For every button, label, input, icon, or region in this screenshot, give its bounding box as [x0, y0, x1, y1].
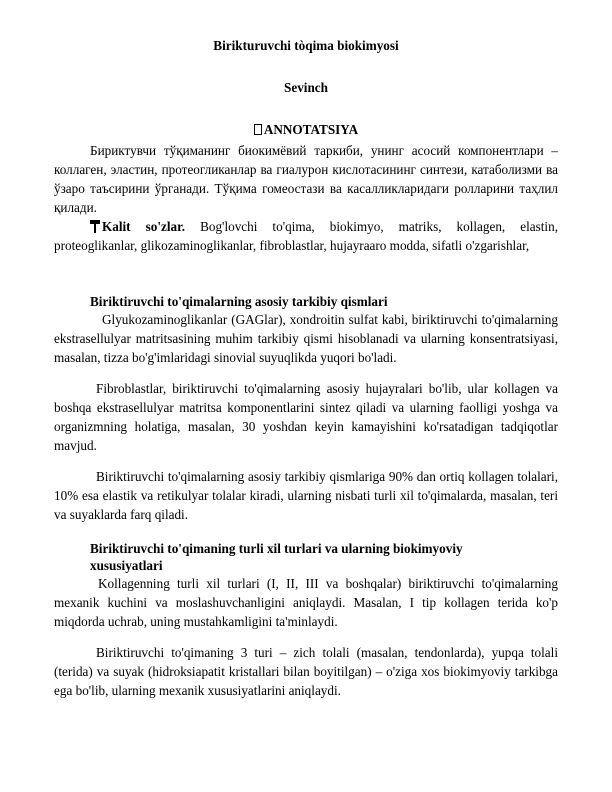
annotation-text: Бириктувчи тўқиманинг биокимёвий таркиби, унинг асосий компонентлари – коллаген, эластин, протеогликанлар ва гиалурон кислотасининг синтези, катаболизми ва ўзаро таъсирини ўрганади. Тўқима гомеостази ва касалликларидаги ролларини таҳлил қилади. — [54, 143, 558, 215]
document-title: Birikturuvchi tòqima biokimyosi — [213, 38, 399, 53]
missing-glyph-icon — [254, 124, 262, 135]
section1-paragraph-2: Fibroblastlar, biriktiruvchi to'qimalarning asosiy hujayralari bo'lib, ular kollagen va boshqa ekstrasellulyar matritsa komponentlarini sintez qiladi va ularning faolligi yoshga va organizmning holatiga, masalan, 30 yoshdan keyin kamayishini ko'rsatadigan tadqiqotlar mavjud. — [54, 381, 558, 453]
pin-icon — [90, 220, 100, 233]
keywords-text: Bog'lovchi to'qima, biokimyo, matriks, kollagen, elastin, proteoglikanlar, glikozaminoglikanlar, fibroblastlar, hujayraaro modda, sifatli o'zgarishlar, — [54, 219, 558, 253]
section-heading-types: Biriktiruvchi to'qimaning turli xil turlari va ularning biokimyoviy xususiyatlari — [90, 541, 463, 573]
section1-paragraph-1: Glyukozaminoglikanlar (GAGlar), xondroitin sulfat kabi, biriktiruvchi to'qimalarning ekstrasellulyar matritsasining muhim tarkibiy qismi hisoblanadi va ularning konsentratsiyasi, masalan, tizza bo'g'imlaridagi sinovial suyuqlikda yuqori bo'ladi. — [54, 312, 558, 365]
document-page — [54, 36, 558, 700]
section2-paragraph-1: Kollagenning turli xil turlari (I, II, III va boshqalar) biriktiruvchi to'qimalarning mexanik kuchini va moslashuvchanligini aniqlaydi. Masalan, I tip kollagen terida ko'p miqdorda uchrab, uning mustahkamligini ta'minlaydi. — [54, 576, 558, 629]
annotation-heading — [54, 120, 558, 139]
keywords-paragraph — [54, 217, 558, 255]
section1-paragraph-3: Biriktiruvchi to'qimalarning asosiy tarkibiy qismlariga 90% dan ortiq kollagen tolalari, 10% esa elastik va retikulyar tolalar kiradi, ularning nisbati turli xil to'qimalarda, masalan, teri va suyaklarda farq qiladi. — [54, 469, 558, 522]
section-heading-components: Biriktiruvchi to'qimalarning asosiy tarkibiy qismlari — [90, 294, 388, 309]
keywords-label: Kalit so'zlar. — [102, 219, 186, 234]
annotation-heading-label: ANNOTATSIYA — [263, 122, 359, 137]
section2-paragraph-2: Biriktiruvchi to'qimaning 3 turi – zich tolali (masalan, tendonlarda), yupqa tolali (terida) va suyak (hidroksiapatit kristallari bilan boyitilgan) – o'ziga xos biokimyoviy tarkibga ega bo'lib, ularning mexanik xususiyatlarini aniqlaydi. — [54, 645, 558, 698]
author-name: Sevinch — [284, 80, 328, 95]
